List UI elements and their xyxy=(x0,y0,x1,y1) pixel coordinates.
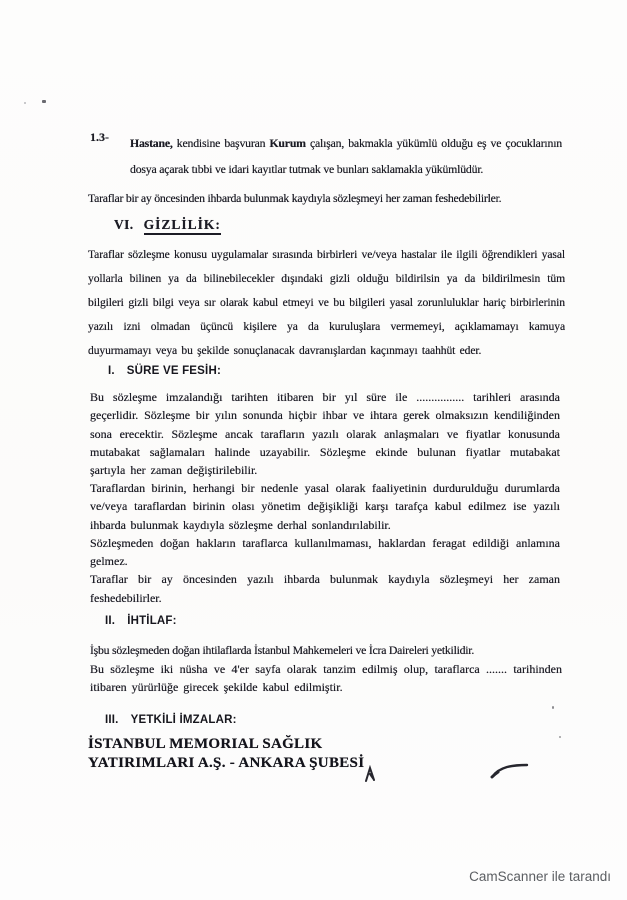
clause-number: 1.3- xyxy=(90,130,109,144)
company-name-block xyxy=(88,735,364,773)
clause-bold-kurum: Kurum xyxy=(269,136,306,150)
scan-artifact-speck xyxy=(24,102,26,104)
scan-artifact-speck xyxy=(559,736,561,738)
scan-artifact-speck xyxy=(42,100,46,103)
heading-signatures xyxy=(105,714,237,726)
clause-mid-text: kendisine başvuran xyxy=(172,136,270,150)
ink-caret-mark-icon xyxy=(363,765,377,788)
scan-artifact-speck xyxy=(552,706,554,709)
confidentiality-paragraph: Taraflar sözleşme konusu uygulamalar sırasında birbirleri ve/veya hastalar ile ilgili öğrendikleri yasal yollarla bilinen ya da bilinebilecekler dışındaki gizli olduğu bildirilsin ya da bildirilmesin tüm bilgileri gizli bilgi veya sır olarak kabul etmeyi ve bu bilgileri yasal zorunluluklar hariç birbirlerinin yazılı izni olmadan üçüncü kişilere ya da kuruluşlara vermemeyi, açıklamamayı kamuya duyurmamayı veya bu şekilde sonuçlanacak davranışlardan kaçınmayı taahhüt eder. xyxy=(88,248,565,357)
heading-title: İHTİLAF: xyxy=(127,615,177,627)
duration-paragraph-2: Taraflardan birinin, herhangi bir nedenle yasal olarak faaliyetinin durdurulduğu durumlarda ve/veya taraflardan birinin olası yönetim değişikliği karşı tarafça kabul edilmez ise yazılı ihbarda bulunmak kaydıyla sözleşme derhal sonlandırılabilir. xyxy=(90,481,560,532)
clause-text xyxy=(130,130,562,182)
heading-numeral: III. xyxy=(105,714,119,726)
heading-numeral: VI. xyxy=(114,217,134,232)
dispute-paragraphs xyxy=(90,641,562,697)
heading-numeral: II. xyxy=(105,615,116,627)
camscanner-watermark: CamScanner ile tarandı xyxy=(469,869,611,884)
heading-numeral: I. xyxy=(108,365,115,377)
duration-paragraph-1: Bu sözleşme imzalandığı tarihten itibaren bir yıl süre ile ................ tarihleri arasında geçerlidir. Sözleşme bir yılın sonunda hiçbir ihbar ve ihtara gerek olmaksızın kendiliğinden sona erecektir. Sözleşme ancak tarafların yazılı olarak anlaşmaları ve fiyatlar konusunda mutabakat sağlamaları halinde uzayabilir. Sözleşme ekinde bulunan fiyatlar mutabakat şartıyla her zaman değiştirilebilir. xyxy=(90,390,560,478)
duration-paragraph-3: Sözleşmeden doğan hakların taraflarca kullanılmaması, haklardan feragat edildiği anlamına gelmez. xyxy=(90,535,560,569)
heading-title: GİZLİLİK: xyxy=(144,217,221,235)
company-name-line2: YATIRIMLARI A.Ş. - ANKARA ŞUBESİ xyxy=(88,755,365,771)
clause-1-3 xyxy=(90,130,562,182)
dispute-paragraph-1: İşbu sözleşmeden doğan ihtilaflarda İstanbul Mahkemeleri ve İcra Daireleri yetkilidir. xyxy=(90,643,475,657)
duration-paragraph-4: Taraflar bir ay öncesinden yazılı ihbarda bulunmak kaydıyla sözleşmeyi her zaman feshedebilirler. xyxy=(90,572,560,605)
heading-title: SÜRE VE FESİH: xyxy=(126,365,221,377)
clause-bold-hastane: Hastane, xyxy=(130,136,173,150)
clause-rest-text: çalışan, bakmakla yükümlü olduğu eş ve çocuklarının dosya açarak tıbbi ve idari kayıtlar tutmak ve bunları saklamakla yükümlüdür. xyxy=(130,136,562,176)
heading-dispute xyxy=(105,615,177,627)
pen-stroke-icon xyxy=(490,762,530,785)
termination-notice-line: Taraflar bir ay öncesinden ihbarda bulunmak kaydıyla sözleşmeyi her zaman feshedebilirler. xyxy=(88,191,502,205)
dispute-paragraph-2: Bu sözleşme iki nüsha ve 4'er sayfa olarak tanzim edilmiş olup, taraflarca ....... tarihinden itibaren yürürlüğe girecek şekilde kabul edilmiştir. xyxy=(90,661,562,694)
duration-paragraphs xyxy=(90,479,560,607)
company-name-line1: İSTANBUL MEMORIAL SAĞLIK xyxy=(88,736,323,752)
heading-confidentiality xyxy=(114,217,221,233)
heading-title: YETKİLİ İMZALAR: xyxy=(130,714,237,726)
heading-duration xyxy=(108,365,221,377)
